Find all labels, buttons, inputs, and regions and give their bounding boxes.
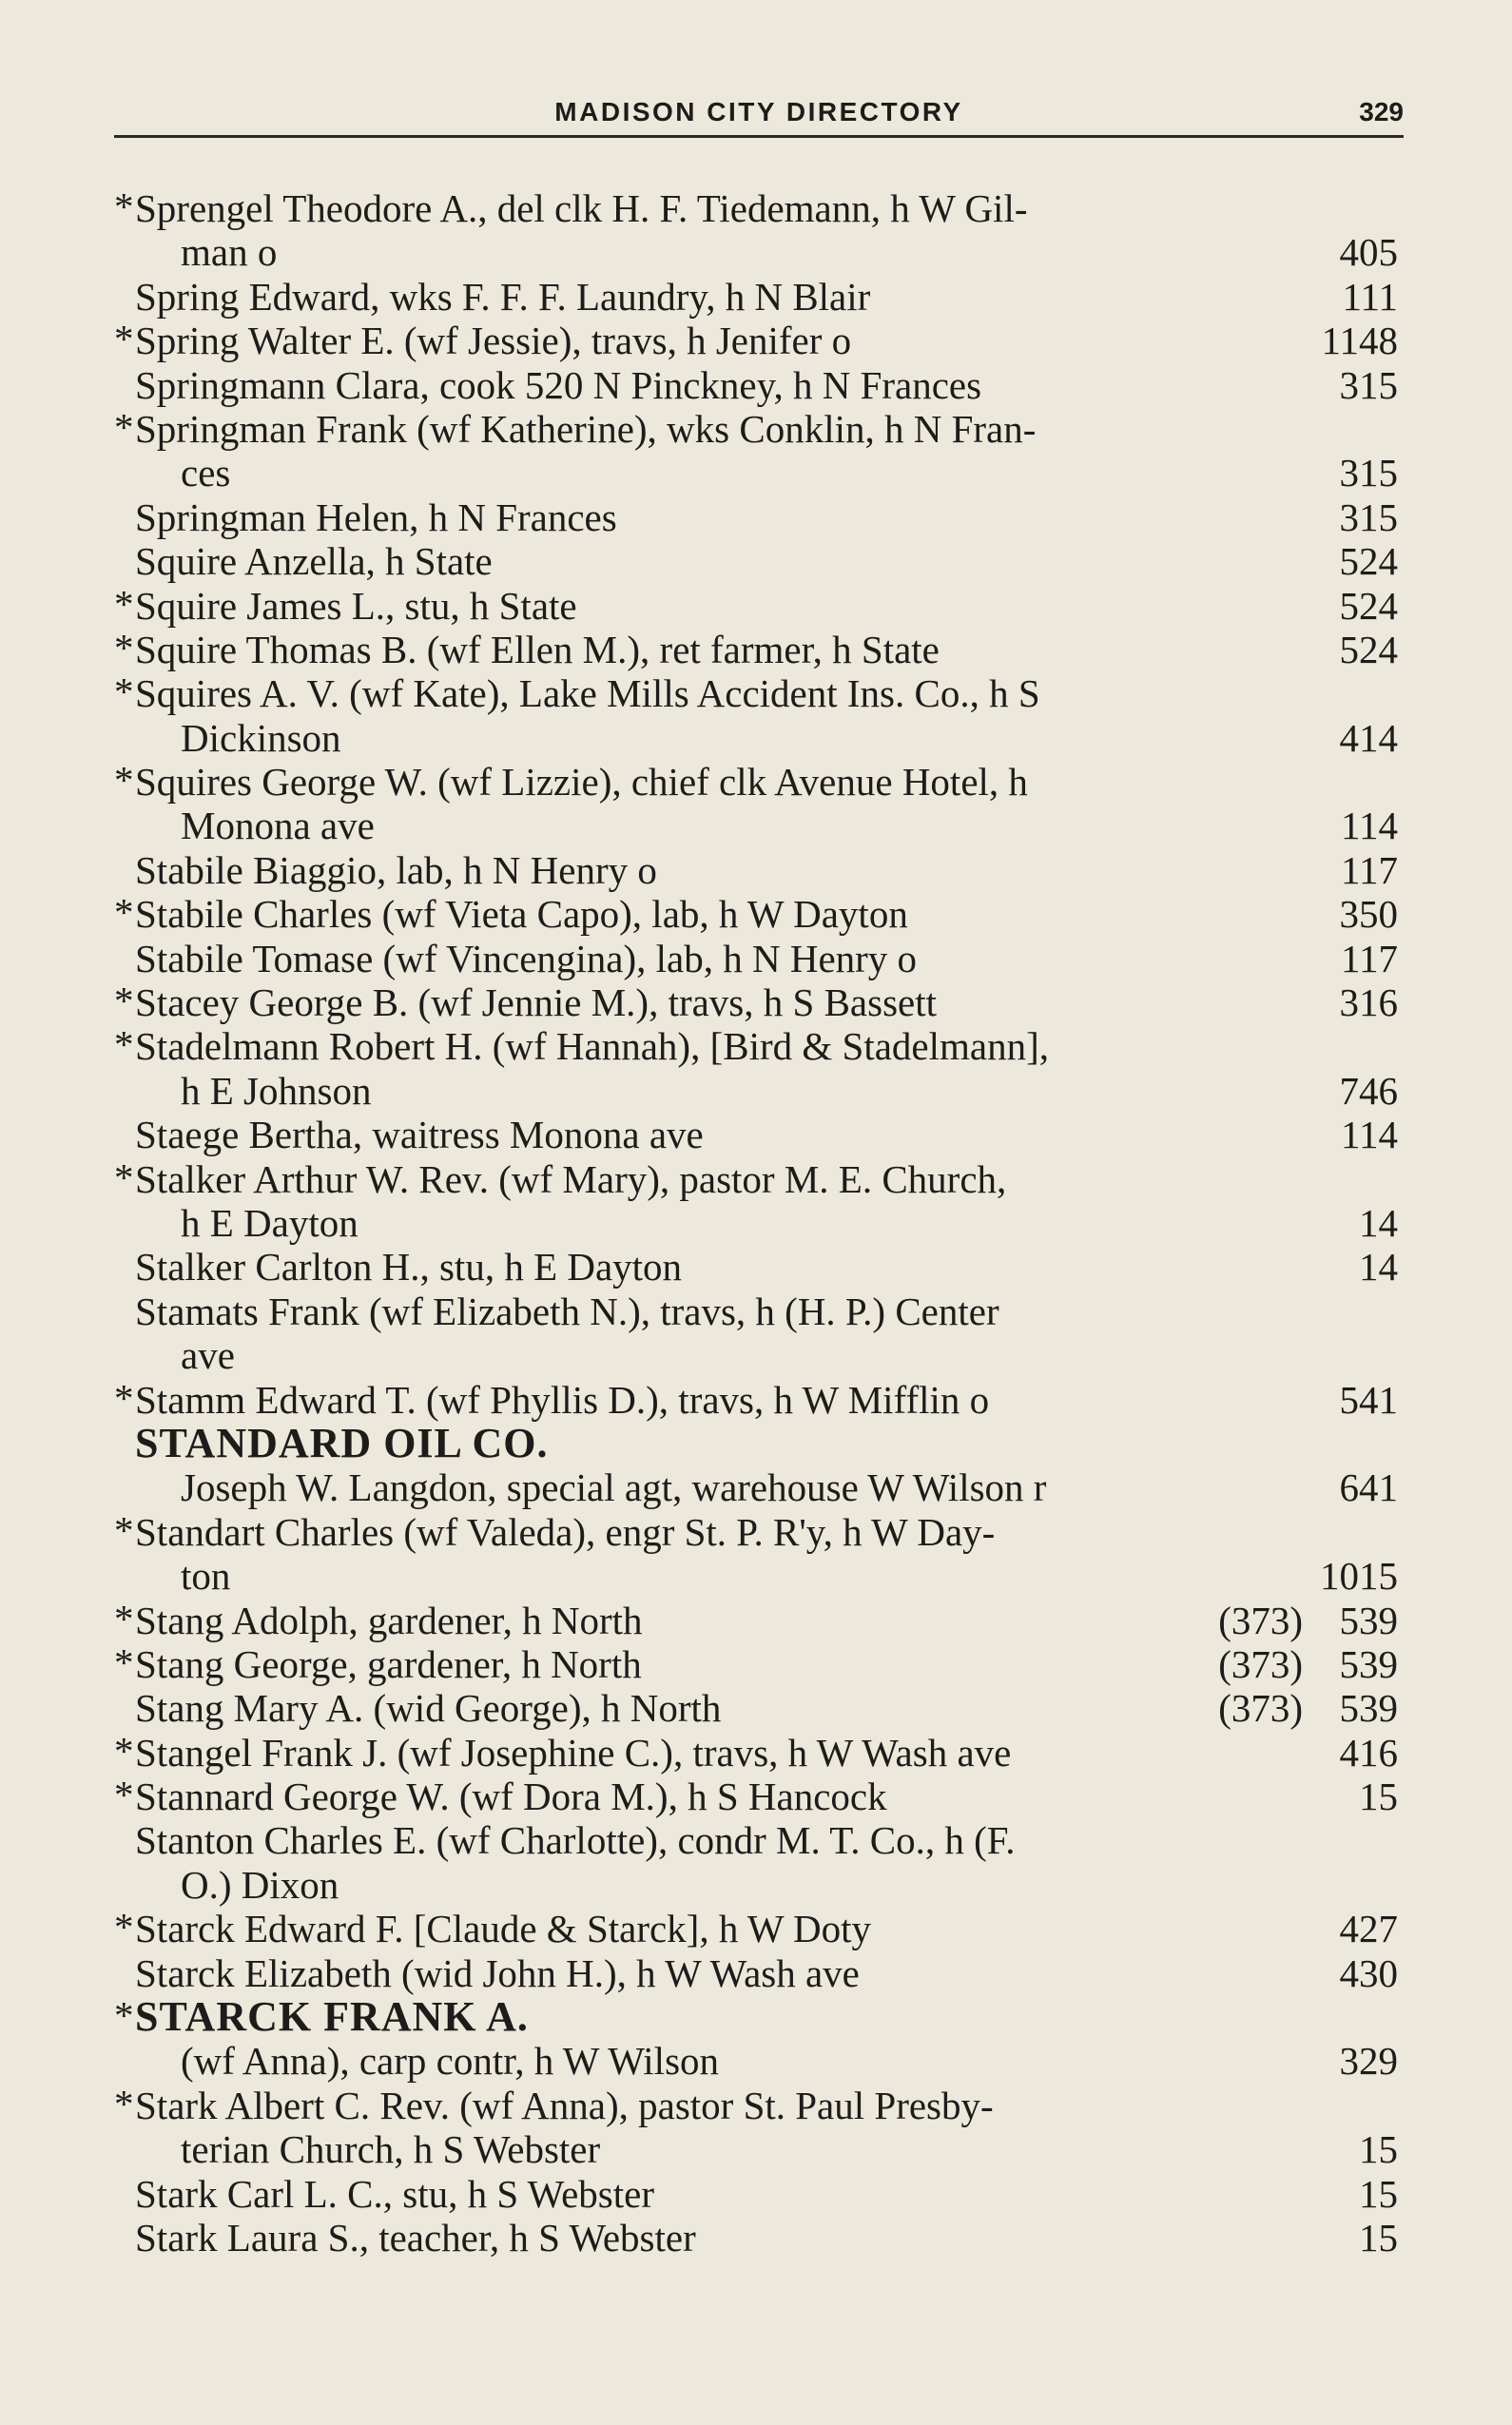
entry-text: Stabile Biaggio, lab, h N Henry o [135,847,657,892]
entry-number: 524 [1339,627,1398,671]
entry-text: Springman Helen, h N Frances [135,495,617,539]
householder-mark: * [114,758,134,803]
entry-number: 14 [1359,1245,1398,1290]
entry-text: Springmann Clara, cook 520 N Pinckney, h N Frances [135,362,982,407]
entry-number: 641 [1339,1465,1398,1510]
entry-text: man o [181,230,278,275]
entry-number: 329 [1339,2039,1398,2084]
entry-code: (373) [1218,1686,1303,1731]
directory-entry [114,848,1398,892]
directory-entry [114,1507,1398,1554]
directory-entry [114,671,1398,715]
directory-entry [114,404,1398,451]
entry-text: Joseph W. Langdon, special agt, warehouse W Wilson r [181,1465,1047,1510]
entry-number: 416 [1339,1730,1398,1775]
directory-entry [114,319,1398,362]
entry-text: Dickinson [181,715,341,760]
entry-code: (373) [1218,1641,1303,1686]
householder-mark: * [114,1596,134,1640]
entry-continuation [114,2039,1398,2083]
section-heading [114,1995,1398,2039]
entry-continuation [114,1201,1398,1245]
entry-number: 746 [1339,1068,1398,1113]
directory-entry [114,1907,1398,1950]
entry-continuation [114,451,1398,495]
entry-code: (373) [1218,1598,1303,1642]
directory-entry [114,1290,1398,1333]
directory-entry [114,275,1398,319]
directory-entry [114,1596,1398,1642]
directory-entry [114,1818,1398,1862]
householder-mark: * [114,1639,134,1684]
entry-text: Standart Charles (wf Valeda), engr St. P. R'y, h W Day- [135,1509,996,1554]
householder-mark: * [114,317,134,361]
entry-text: ton [181,1554,231,1599]
directory-entry [114,1686,1398,1730]
householder-mark: * [114,1375,134,1420]
householder-mark: * [114,669,134,714]
entry-number: 541 [1339,1377,1398,1422]
entry-text: Stang Mary A. (wid George), h North [135,1686,722,1731]
entry-text: Sprengel Theodore A., del clk H. F. Tiedemann, h W Gil- [135,186,1028,230]
directory-entry [114,186,1398,230]
entry-text: Stalker Carlton H., stu, h E Dayton [135,1245,683,1290]
entry-text: terian Church, h S Webster [181,2127,601,2172]
entry-text: Squire Anzella, h State [135,539,493,584]
entry-continuation [114,1465,1398,1509]
entry-text: Squires George W. (wf Lizzie), chief clk Avenue Hotel, h [135,760,1028,805]
entry-number: 114 [1341,1113,1398,1157]
entry-text: Stabile Tomase (wf Vincengina), lab, h N Henry o [135,936,918,980]
householder-mark: * [114,1773,134,1817]
directory-entry [114,625,1398,671]
entry-text: Stang George, gardener, h North [135,1641,642,1686]
entry-text: Stalker Arthur W. Rev. (wf Mary), pastor M. E. Church, [135,1156,1007,1201]
householder-mark: * [114,1993,134,2038]
directory-entry [114,1024,1398,1068]
entry-continuation [114,1333,1398,1377]
entry-number: 430 [1339,1950,1398,1995]
householder-mark: * [114,625,134,669]
directory-entry [114,937,1398,980]
entry-number: 15 [1359,1775,1398,1819]
householder-mark: * [114,581,134,626]
section-heading [114,1419,1398,1466]
entry-text: ave [181,1333,235,1378]
entry-number: 117 [1341,936,1398,980]
directory-entry [114,2172,1398,2216]
entry-text: ces [181,451,231,495]
entry-number: 539 [1339,1686,1398,1731]
entry-number: 315 [1339,495,1398,539]
entry-text: Stark Laura S., teacher, h S Webster [135,2215,696,2260]
entry-continuation [114,1554,1398,1598]
entry-number: 427 [1339,1907,1398,1951]
householder-mark: * [114,890,134,935]
directory-entry [114,1639,1398,1686]
page-title: MADISON CITY DIRECTORY [554,97,963,126]
entry-text: Spring Edward, wks F. F. F. Laundry, h N Blair [135,274,871,319]
entry-number: 539 [1339,1641,1398,1686]
directory-entry [114,495,1398,539]
entry-text: Monona ave [181,804,375,848]
entry-number: 114 [1341,804,1398,848]
householder-mark: * [114,1154,134,1199]
entry-text: Staege Bertha, waitress Monona ave [135,1113,704,1157]
entry-text: Stark Albert C. Rev. (wf Anna), pastor St. Paul Presby- [135,2083,994,2127]
entry-text: O.) Dixon [181,1862,339,1907]
directory-entry [114,980,1398,1024]
entry-number: 1015 [1320,1554,1398,1599]
directory-entry [114,892,1398,936]
entry-continuation [114,1863,1398,1907]
entry-continuation [114,716,1398,760]
directory-entry [114,581,1398,628]
entry-number: 350 [1339,892,1398,937]
entry-number: 15 [1359,2171,1398,2216]
householder-mark: * [114,1022,134,1067]
entry-text: STARCK FRANK A. [135,1993,529,2041]
page-number: 329 [1359,97,1404,126]
directory-entry [114,1154,1398,1201]
entry-number: 111 [1342,274,1398,319]
entry-number: 15 [1359,2215,1398,2260]
directory-entry [114,539,1398,583]
directory-entries [114,186,1398,2260]
householder-mark: * [114,1507,134,1552]
householder-mark: * [114,979,134,1023]
entry-text: Stang Adolph, gardener, h North [135,1598,643,1642]
directory-entry [114,2081,1398,2127]
entry-text: Starck Elizabeth (wid John H.), h W Wash ave [135,1950,860,1995]
entry-number: 14 [1359,1200,1398,1245]
entry-number: 524 [1339,583,1398,628]
entry-number: 524 [1339,539,1398,584]
entry-text: Stangel Frank J. (wf Josephine C.), travs, h W Wash ave [135,1730,1012,1775]
directory-entry [114,1951,1398,1995]
entry-text: Stanton Charles E. (wf Charlotte), condr M. T. Co., h (F. [135,1818,1016,1863]
entry-text: Stamats Frank (wf Elizabeth N.), travs, h (H. P.) Center [135,1289,999,1333]
page-header [114,97,1404,138]
entry-text: Starck Edward F. [Claude & Starck], h W Doty [135,1907,872,1951]
entry-text: Stark Carl L. C., stu, h S Webster [135,2171,654,2216]
entry-text: Squire Thomas B. (wf Ellen M.), ret farmer, h State [135,627,940,671]
entry-continuation [114,804,1398,847]
entry-number: 1148 [1321,319,1398,363]
entry-text: Squires A. V. (wf Kate), Lake Mills Accident Ins. Co., h S [135,671,1040,716]
entry-text: STANDARD OIL CO. [135,1419,549,1466]
entry-text: Spring Walter E. (wf Jessie), travs, h Jenifer o [135,319,852,363]
directory-entry [114,1775,1398,1818]
entry-continuation [114,2127,1398,2171]
entry-number: 15 [1359,2127,1398,2172]
directory-entry [114,1375,1398,1422]
householder-mark: * [114,1905,134,1950]
entry-text: Stacey George B. (wf Jennie M.), travs, h S Bassett [135,980,938,1025]
entry-text: Squire James L., stu, h State [135,583,577,628]
entry-text: (wf Anna), carp contr, h W Wilson [181,2039,720,2084]
entry-text: h E Johnson [181,1068,372,1113]
entry-text: Stamm Edward T. (wf Phyllis D.), travs, h W Mifflin o [135,1377,990,1422]
householder-mark: * [114,404,134,449]
directory-entry [114,760,1398,804]
entry-number: 315 [1339,451,1398,495]
entry-text: h E Dayton [181,1200,359,1245]
entry-text: Springman Frank (wf Katherine), wks Conklin, h N Fran- [135,406,1037,451]
householder-mark: * [114,2081,134,2125]
entry-number: 117 [1341,847,1398,892]
directory-entry [114,363,1398,407]
entry-number: 316 [1339,980,1398,1025]
directory-entry [114,1728,1398,1775]
entry-continuation [114,230,1398,274]
entry-text: Stannard George W. (wf Dora M.), h S Hancock [135,1775,887,1819]
directory-entry [114,1245,1398,1289]
directory-entry [114,1113,1398,1156]
entry-text: Stabile Charles (wf Vieta Capo), lab, h W Dayton [135,892,908,937]
entry-continuation [114,1069,1398,1113]
householder-mark: * [114,184,134,228]
entry-number: 414 [1339,715,1398,760]
householder-mark: * [114,1728,134,1773]
directory-entry [114,2216,1398,2260]
entry-text: Stadelmann Robert H. (wf Hannah), [Bird & Stadelmann], [135,1024,1049,1069]
entry-number: 405 [1339,230,1398,275]
entry-number: 539 [1339,1598,1398,1642]
entry-number: 315 [1339,362,1398,407]
